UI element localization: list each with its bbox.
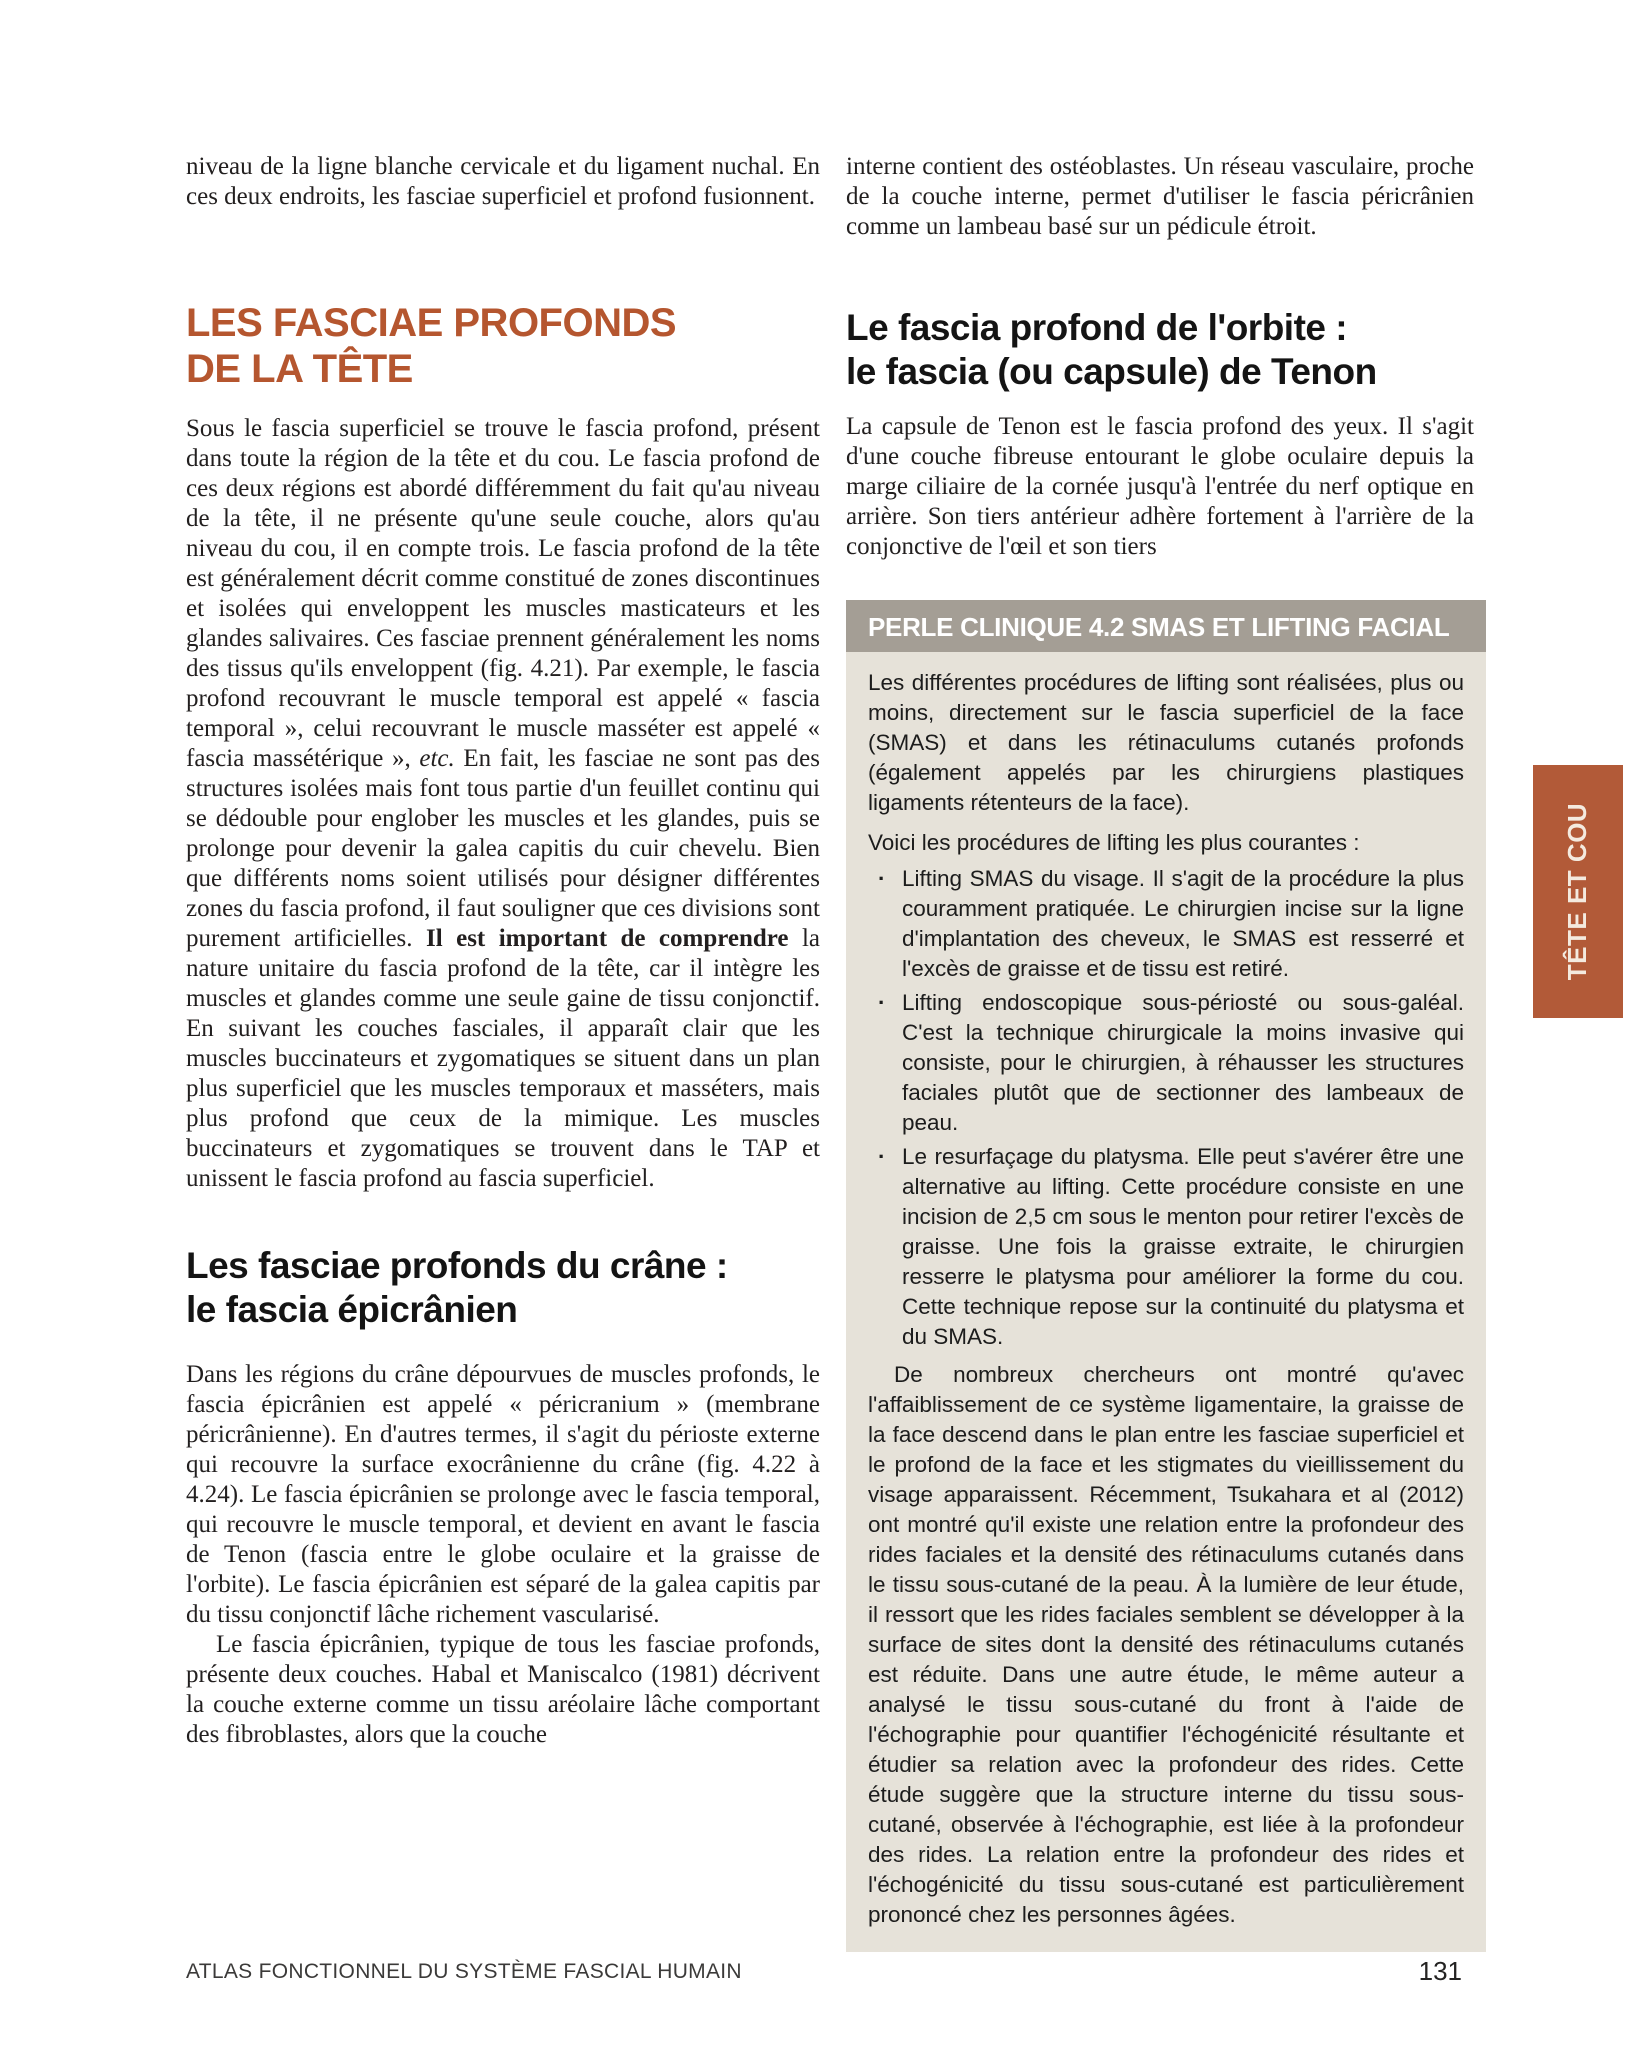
- main-paragraph: [186, 414, 820, 1194]
- section-heading-orbite-line1: Le fascia profond de l'orbite :: [846, 307, 1348, 348]
- chapter-heading-line2: DE LA TÊTE: [186, 347, 413, 391]
- section-heading-crane-line1: Les fasciae profonds du crâne :: [186, 1245, 728, 1286]
- clinical-bullet-text: Lifting SMAS du visage. Il s'agit de la procédure la plus couramment pratiquée. Le chirurgien incise sur la ligne d'implantation des cheveux, le SMAS est resserré et l'excès de graisse et de tissu est retiré.: [902, 866, 1464, 981]
- crane-paragraph: Dans les régions du crâne dépourvues de muscles profonds, le fascia épicrânien est appelé « péricranium » (membrane péricrânienne). En d'autres termes, il s'agit du périoste externe qui recouvre la surface exocrânienne du crâne (fig. 4.22 à 4.24). Le fascia épicrânien se prolonge avec le fascia temporal, qui recouvre le muscle temporal, et devient en avant le fascia de Tenon (fascia entre le globe oculaire et la graisse de l'orbite). Le fascia épicrânien est séparé de la galea capitis par du tissu conjonctif lâche richement vascularisé.: [186, 1361, 820, 1628]
- bullet-dot-icon: ·: [878, 1144, 886, 1169]
- chapter-side-tab: [1533, 765, 1623, 1018]
- clinical-closing-paragraph: De nombreux chercheurs ont montré qu'avec l'affaiblissement de ce système ligamentaire, la graisse de la face descend dans le plan entre les fasciae superficiel et le profond de la face et les stigmates du vieillissement du visage apparaissent. Récemment, Tsukahara et al (2012) ont montré qu'il existe une relation entre la profondeur des rides faciales et la densité des rétinaculums cutanés dans le tissu sous-cutané de la peau. À la lumière de leur étude, il ressort que les rides faciales semblent se développer à la surface de sites dont la densité des rétinaculums cutanés est réduite. Dans une autre étude, le même auteur a analysé le tissu sous-cutané du front à l'aide de l'échographie pour quantifier l'échogénicité résultante et étudier sa relation avec la profondeur des rides. Cette étude suggère que la structure interne du tissu sous-cutané, observée à l'échographie, est liée à la profondeur des rides. La relation entre la profondeur des rides et l'échogénicité du tissu sous-cutané est particulièrement prononcé chez les personnes âgées.: [868, 1362, 1464, 1927]
- clinical-bullet-item: [868, 1142, 1464, 1352]
- bullet-dot-icon: ·: [878, 866, 886, 891]
- section-heading-orbite-line2: le fascia (ou capsule) de Tenon: [846, 351, 1377, 392]
- clinical-bullet-text: Lifting endoscopique sous-périosté ou sous-galéal. C'est la technique chirurgicale la moins invasive qui consiste, pour le chirurgien, à réhausser les structures faciales plutôt que de sectionner des lambeaux de peau.: [902, 990, 1464, 1135]
- footer-book-title: ATLAS FONCTIONNEL DU SYSTÈME FASCIAL HUMAIN: [186, 1960, 742, 1983]
- left-column: [186, 152, 820, 1750]
- clinical-pearl-body: [846, 652, 1486, 1952]
- clinical-lead-in: Voici les procédures de lifting les plus courantes :: [868, 830, 1360, 855]
- section-heading-crane-line2: le fascia épicrânien: [186, 1289, 518, 1330]
- top-paragraph: interne contient des ostéoblastes. Un réseau vasculaire, proche de la couche interne, permet d'utiliser le fascia péricrânien comme un lambeau basé sur un pédicule étroit.: [846, 153, 1474, 240]
- footer-page-number: 131: [1418, 1956, 1462, 1986]
- clinical-bullet-item: [868, 864, 1464, 984]
- main-paragraph-bold-phrase: Il est important de comprendre: [425, 925, 789, 952]
- clinical-bullet-item: [868, 988, 1464, 1138]
- clinical-pearl-box: [846, 600, 1486, 1952]
- main-paragraph-segment-1: Sous le fascia superficiel se trouve le fascia profond, présent dans toute la région de la tête et du cou. Le fascia profond de ces deux régions est abordé différemment du fait qu'au niveau de la tête, il ne présente qu'une seule couche, alors qu'au niveau du cou, il en compte trois. Le fascia profond de la tête est généralement décrit comme constitué de zones discontinues et isolées qui enveloppent les muscles masticateurs et les glandes salivaires. Ces fasciae prennent généralement les noms des tissus qu'ils enveloppent (fig. 4.21). Par exemple, le fascia profond recouvrant le muscle temporal est appelé « fascia temporal », celui recouvrant le muscle masséter est appelé « fascia massétérique »,: [186, 415, 820, 772]
- section-heading-crane: [186, 1244, 820, 1332]
- clinical-bullet-list: [868, 864, 1464, 1352]
- clinical-intro-paragraph: Les différentes procédures de lifting sont réalisées, plus ou moins, directement sur le fascia superficiel de la face (SMAS) et dans les rétinaculums cutanés profonds (également appelés par les chirurgiens plastiques ligaments rétenteurs de la face).: [868, 670, 1464, 815]
- chapter-side-tab-label: TÊTE ET COU: [1562, 802, 1593, 981]
- intro-paragraph: niveau de la ligne blanche cervicale et du ligament nuchal. En ces deux endroits, les fasciae superficiel et profond fusionnent.: [186, 153, 820, 210]
- main-paragraph-etc-italic: etc.: [419, 745, 455, 772]
- chapter-heading: [186, 300, 820, 392]
- tenon-paragraph: La capsule de Tenon est le fascia profond des yeux. Il s'agit d'une couche fibreuse entourant le globe oculaire depuis la marge ciliaire de la cornée jusqu'à l'entrée du nerf optique en arrière. Son tiers antérieur adhère fortement à l'arrière de la conjonctive de l'œil et son tiers: [846, 413, 1474, 560]
- bullet-dot-icon: ·: [878, 990, 886, 1015]
- clinical-pearl-title: PERLE CLINIQUE 4.2 SMAS ET LIFTING FACIAL: [846, 600, 1486, 652]
- main-paragraph-segment-5: la nature unitaire du fascia profond de la tête, car il intègre les muscles et glandes comme une seule gaine de tissu conjonctif. En suivant les couches fasciales, il apparaît clair que les muscles buccinateurs et zygomatiques se situent dans un plan plus superficiel que les muscles temporaux et masséters, mais plus profond que ceux de la mimique. Les muscles buccinateurs et zygomatiques se trouvent dans le TAP et unissent le fascia profond au fascia superficiel.: [186, 925, 820, 1192]
- chapter-heading-line1: LES FASCIAE PROFONDS: [186, 301, 677, 345]
- main-paragraph-segment-3: En fait, les fasciae ne sont pas des structures isolées mais font tous partie d'un feuillet continu qui se dédouble pour englober les muscles et les glandes, puis se prolonge pour devenir la galea capitis du cuir chevelu. Bien que différents noms soient utilisés pour désigner différentes zones du fascia profond, il faut souligner que ces divisions sont purement artificielles.: [186, 745, 820, 952]
- right-column: [846, 152, 1474, 1952]
- clinical-bullet-text: Le resurfaçage du platysma. Elle peut s'avérer être une alternative au lifting. Cette procédure consiste en une incision de 2,5 cm sous le menton pour retirer l'excès de graisse. Une fois la graisse extraite, le chirurgien resserre le platysma pour améliorer la forme du cou. Cette technique repose sur la continuité du platysma et du SMAS.: [902, 1144, 1464, 1349]
- crane-paragraph-2: Le fascia épicrânien, typique de tous les fasciae profonds, présente deux couches. Habal et Maniscalco (1981) décrivent la couche externe comme un tissu aréolaire lâche comportant des fibroblastes, alors que la couche: [186, 1631, 820, 1748]
- section-heading-orbite: [846, 306, 1474, 394]
